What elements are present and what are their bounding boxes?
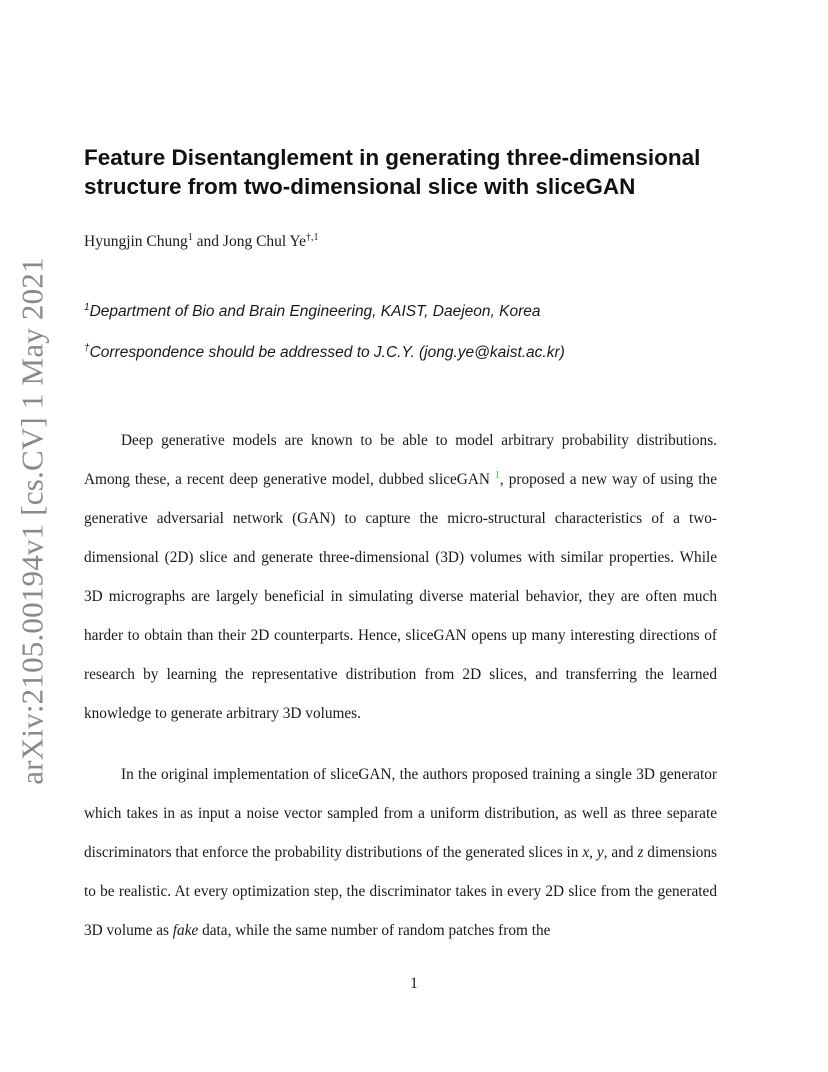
citation-link[interactable]: 1 <box>494 470 500 481</box>
body-paragraph <box>84 755 717 950</box>
arxiv-side-stamp <box>12 257 54 785</box>
paragraph-text: Deep generative models are known to be able to model arbitrary probability distributions. Among these, a recent deep generative model, dubbed sliceGAN <box>84 432 717 488</box>
paragraph-text: , proposed a new way of using the generative adversarial network (GAN) to capture the micro-structural characteristics of a two-dimensional (2D) slice and generate three-dimensional (3D) volumes with similar properties. While 3D micrographs are largely beneficial in simulating diverse material behavior, they are often much harder to obtain than their 2D counterparts. Hence, sliceGAN opens up many interesting directions of research by learning the representative distribution from 2D slices, and transferring the learned knowledge to generate arbitrary 3D volumes. <box>84 471 717 722</box>
paragraph-text: In the original implementation of sliceGAN, the authors proposed training a single 3D generator which takes in as input a noise vector sampled from a uniform distribution, as well as three separate discriminators that enforce the probability distributions of the generated slices in <box>84 766 717 861</box>
body-paragraph <box>84 421 717 733</box>
affiliation-text: Department of Bio and Brain Engineering, KAIST, Daejeon, Korea <box>89 303 541 320</box>
correspondence-text: Correspondence should be addressed to J.C.Y. (jong.ye@kaist.ac.kr) <box>89 344 565 361</box>
affiliation <box>84 302 541 322</box>
arxiv-identifier: arXiv:2105.00194v1 [cs.CV] 1 May 2021 <box>15 257 51 785</box>
paragraph-text: , <box>589 844 597 861</box>
correspondence-note <box>84 343 565 363</box>
author-affiliation-mark: †,1 <box>306 232 319 243</box>
author-name: and Jong Chul Ye <box>192 233 307 250</box>
correspondence-mark: † <box>84 343 90 354</box>
paragraph-text: dimensions to be realistic. At every optimization step, the discriminator takes in every 2D slice from the generated 3D volume as <box>84 844 717 939</box>
math-variable: z <box>637 844 644 861</box>
paragraph-text: data, while the same number of random patches from the <box>198 922 551 939</box>
page-number: 1 <box>410 975 418 992</box>
math-variable: y <box>596 844 604 861</box>
author-name: Hyungjin Chung <box>84 233 188 250</box>
author-line <box>84 232 319 252</box>
paper-title: Feature Disentanglement in generating three-dimensional structure from two-dimensional slice with sliceGAN <box>84 145 701 199</box>
affiliation-mark: 1 <box>84 302 90 313</box>
math-variable: x <box>582 844 590 861</box>
author-affiliation-mark: 1 <box>187 232 193 243</box>
paragraph-text: , and <box>603 844 638 861</box>
emphasized-text: fake <box>172 922 199 939</box>
